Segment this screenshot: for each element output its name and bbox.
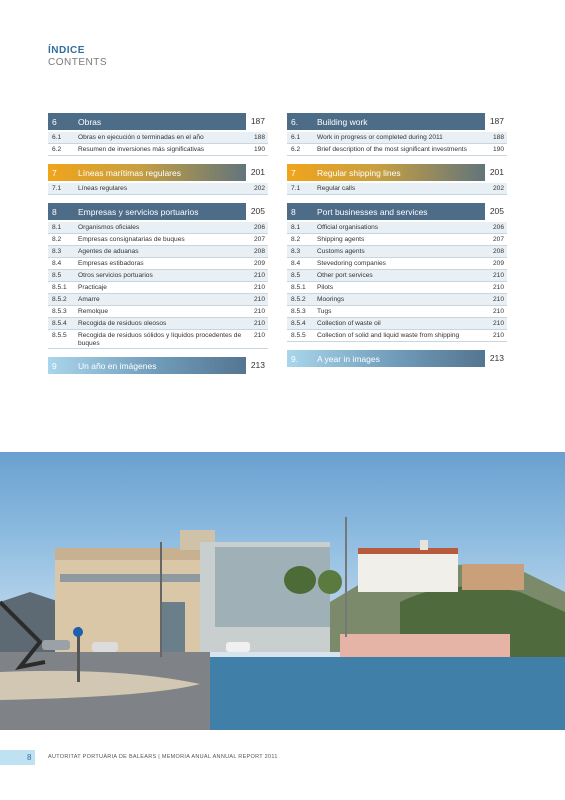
entry-page: 210 — [253, 308, 265, 315]
section-title: Regular shipping lines — [317, 167, 401, 178]
entry-label: Otros servicios portuarios — [78, 272, 153, 279]
section-number: 8 — [291, 206, 296, 217]
toc-row[interactable] — [287, 183, 507, 195]
toc-row[interactable] — [48, 246, 268, 258]
toc-section-header[interactable] — [48, 357, 268, 374]
entry-page: 210 — [492, 284, 504, 291]
entry-number: 8.5.1 — [52, 284, 67, 291]
entry-label: Obras en ejecución o terminadas en el año — [78, 134, 204, 141]
entry-label: Regular calls — [317, 185, 356, 192]
section-page: 213 — [485, 350, 507, 367]
section-gap — [287, 156, 507, 164]
toc-row[interactable] — [287, 234, 507, 246]
harbour-photo-illustration — [0, 452, 565, 730]
entry-number: 8.5.5 — [291, 332, 306, 339]
footer-text: AUTORITAT PORTUÀRIA DE BALEARS | MEMORIA ANUAL ANNUAL REPORT 2011 — [48, 754, 278, 760]
entry-label: Organismos oficiales — [78, 224, 140, 231]
entry-number: 8.5 — [52, 272, 62, 279]
entry-number: 6.2 — [52, 146, 62, 153]
entry-page: 210 — [253, 272, 265, 279]
entry-page: 210 — [253, 284, 265, 291]
entry-page: 202 — [492, 185, 504, 192]
entry-label: Tugs — [317, 308, 332, 315]
entry-number: 8.4 — [291, 260, 301, 267]
toc-section-header[interactable] — [48, 164, 268, 181]
toc-section — [48, 357, 268, 374]
toc-row[interactable] — [48, 132, 268, 144]
entry-number: 8.5.2 — [52, 296, 67, 303]
toc-section — [48, 164, 268, 195]
section-number: 9 — [52, 360, 57, 371]
toc-section — [287, 350, 507, 367]
entry-label: Official organisations — [317, 224, 379, 231]
toc-row[interactable] — [48, 306, 268, 318]
entry-number: 8.5.2 — [291, 296, 306, 303]
section-number: 7 — [52, 167, 57, 178]
section-page: 205 — [485, 203, 507, 220]
entry-page: 188 — [492, 134, 504, 141]
toc-row[interactable] — [48, 222, 268, 234]
entry-number: 8.4 — [52, 260, 62, 267]
entry-page: 190 — [492, 146, 504, 153]
entry-page: 207 — [253, 236, 265, 243]
toc-section-header[interactable] — [287, 164, 507, 181]
toc-section-header[interactable] — [48, 203, 268, 220]
section-gap — [48, 156, 268, 164]
entry-number: 8.5.1 — [291, 284, 306, 291]
entry-number: 8.3 — [291, 248, 301, 255]
entry-number: 7.1 — [52, 185, 62, 192]
toc-row[interactable] — [287, 282, 507, 294]
entry-label: Empresas consignatarias de buques — [78, 236, 185, 243]
entry-number: 8.1 — [52, 224, 62, 231]
toc-row[interactable] — [287, 294, 507, 306]
entry-number: 8.3 — [52, 248, 62, 255]
toc-row[interactable] — [287, 144, 507, 156]
entry-label: Amarre — [78, 296, 100, 303]
entry-label: Recogida de residuos oleosos — [78, 320, 167, 327]
toc-row[interactable] — [48, 258, 268, 270]
toc-row[interactable] — [287, 330, 507, 342]
toc-row[interactable] — [48, 330, 268, 349]
harbour-photo — [0, 452, 565, 730]
entry-page: 210 — [492, 332, 504, 339]
section-number: 6 — [52, 116, 57, 127]
entry-page: 207 — [492, 236, 504, 243]
entry-page: 206 — [492, 224, 504, 231]
entry-page: 208 — [492, 248, 504, 255]
section-gap — [287, 342, 507, 350]
page-number: 8 — [0, 750, 35, 765]
entry-page: 208 — [253, 248, 265, 255]
entry-number: 6.2 — [291, 146, 301, 153]
section-title: Obras — [78, 116, 102, 127]
index-header — [48, 45, 107, 68]
entry-number: 6.1 — [291, 134, 301, 141]
section-number: 8 — [52, 206, 57, 217]
section-gap — [287, 195, 507, 203]
entry-number: 8.2 — [52, 236, 62, 243]
entry-number: 6.1 — [52, 134, 62, 141]
entry-number: 8.5.3 — [52, 308, 67, 315]
section-page: 213 — [246, 357, 268, 374]
entry-label: Collection of solid and liquid waste from shipping — [317, 332, 460, 339]
section-gap — [48, 374, 268, 382]
page-footer — [0, 745, 565, 770]
toc-column-english — [287, 113, 507, 375]
section-page: 201 — [246, 164, 268, 181]
entry-label: Stevedoring companies — [317, 260, 386, 267]
section-title: A year in images — [317, 353, 380, 364]
entry-page: 209 — [253, 260, 265, 267]
toc-row[interactable] — [287, 258, 507, 270]
toc-row[interactable] — [287, 246, 507, 258]
entry-label: Collection of waste oil — [317, 320, 381, 327]
section-title: Port businesses and services — [317, 206, 428, 217]
toc-section — [287, 164, 507, 195]
entry-page: 210 — [492, 272, 504, 279]
entry-number: 8.5.5 — [52, 332, 67, 339]
index-title: ÍNDICE — [48, 45, 85, 56]
entry-page: 202 — [253, 185, 265, 192]
toc-row[interactable] — [48, 183, 268, 195]
entry-label: Empresas estibadoras — [78, 260, 144, 267]
section-title: Building work — [317, 116, 368, 127]
entry-page: 210 — [253, 320, 265, 327]
entry-label: Líneas regulares — [78, 185, 128, 192]
entry-number: 8.5 — [291, 272, 301, 279]
section-gap — [48, 349, 268, 357]
entry-page: 190 — [253, 146, 265, 153]
entry-label: Resumen de inversiones más significativas — [78, 146, 205, 153]
section-page: 187 — [485, 113, 507, 130]
toc-section — [287, 113, 507, 156]
entry-label: Work in progress or completed during 2011 — [317, 134, 443, 141]
entry-page: 210 — [492, 320, 504, 327]
section-title: Empresas y servicios portuarios — [78, 206, 199, 217]
section-page: 201 — [485, 164, 507, 181]
entry-label: Remolque — [78, 308, 109, 315]
entry-page: 188 — [253, 134, 265, 141]
entry-label: Pilots — [317, 284, 334, 291]
entry-label: Other port services — [317, 272, 373, 279]
section-gap — [287, 367, 507, 375]
entry-page: 210 — [492, 296, 504, 303]
section-number: 9. — [291, 353, 299, 364]
entry-page: 210 — [253, 296, 265, 303]
entry-number: 8.5.3 — [291, 308, 306, 315]
toc-section-header[interactable] — [48, 113, 268, 130]
toc-row[interactable] — [287, 306, 507, 318]
toc-section — [287, 203, 507, 342]
entry-label: Brief description of the most significant investments — [317, 146, 467, 153]
toc-row[interactable] — [48, 144, 268, 156]
toc-row[interactable] — [287, 132, 507, 144]
toc-section-header[interactable] — [287, 350, 507, 367]
toc-section-header[interactable] — [287, 113, 507, 130]
entry-page: 210 — [253, 332, 265, 339]
entry-number: 7.1 — [291, 185, 301, 192]
entry-number: 8.2 — [291, 236, 301, 243]
toc-row[interactable] — [48, 282, 268, 294]
section-title: Un año en imágenes — [78, 360, 157, 371]
contents-title: CONTENTS — [48, 57, 107, 68]
entry-label: Agentes de aduanas — [78, 248, 139, 255]
entry-label: Customs agents — [317, 248, 365, 255]
section-gap — [48, 195, 268, 203]
section-number: 7 — [291, 167, 296, 178]
entry-number: 8.5.4 — [291, 320, 306, 327]
toc-row[interactable] — [48, 270, 268, 282]
toc-row[interactable] — [287, 270, 507, 282]
entry-label: Recogida de residuos sólidos y líquidos procedentes de buques — [78, 332, 242, 347]
section-number: 6. — [291, 116, 299, 127]
section-page: 187 — [246, 113, 268, 130]
entry-label: Moorings — [317, 296, 345, 303]
section-title: Líneas marítimas regulares — [78, 167, 181, 178]
entry-page: 209 — [492, 260, 504, 267]
section-page: 205 — [246, 203, 268, 220]
entry-page: 210 — [492, 308, 504, 315]
toc-section-header[interactable] — [287, 203, 507, 220]
entry-page: 206 — [253, 224, 265, 231]
toc-row[interactable] — [287, 318, 507, 330]
entry-label: Shipping agents — [317, 236, 365, 243]
toc-section — [48, 203, 268, 349]
entry-label: Practicaje — [78, 284, 107, 291]
toc-column-spanish — [48, 113, 268, 382]
toc-row[interactable] — [48, 294, 268, 306]
entry-number: 8.1 — [291, 224, 301, 231]
toc-row[interactable] — [48, 318, 268, 330]
toc-row[interactable] — [287, 222, 507, 234]
entry-number: 8.5.4 — [52, 320, 67, 327]
toc-section — [48, 113, 268, 156]
toc-row[interactable] — [48, 234, 268, 246]
